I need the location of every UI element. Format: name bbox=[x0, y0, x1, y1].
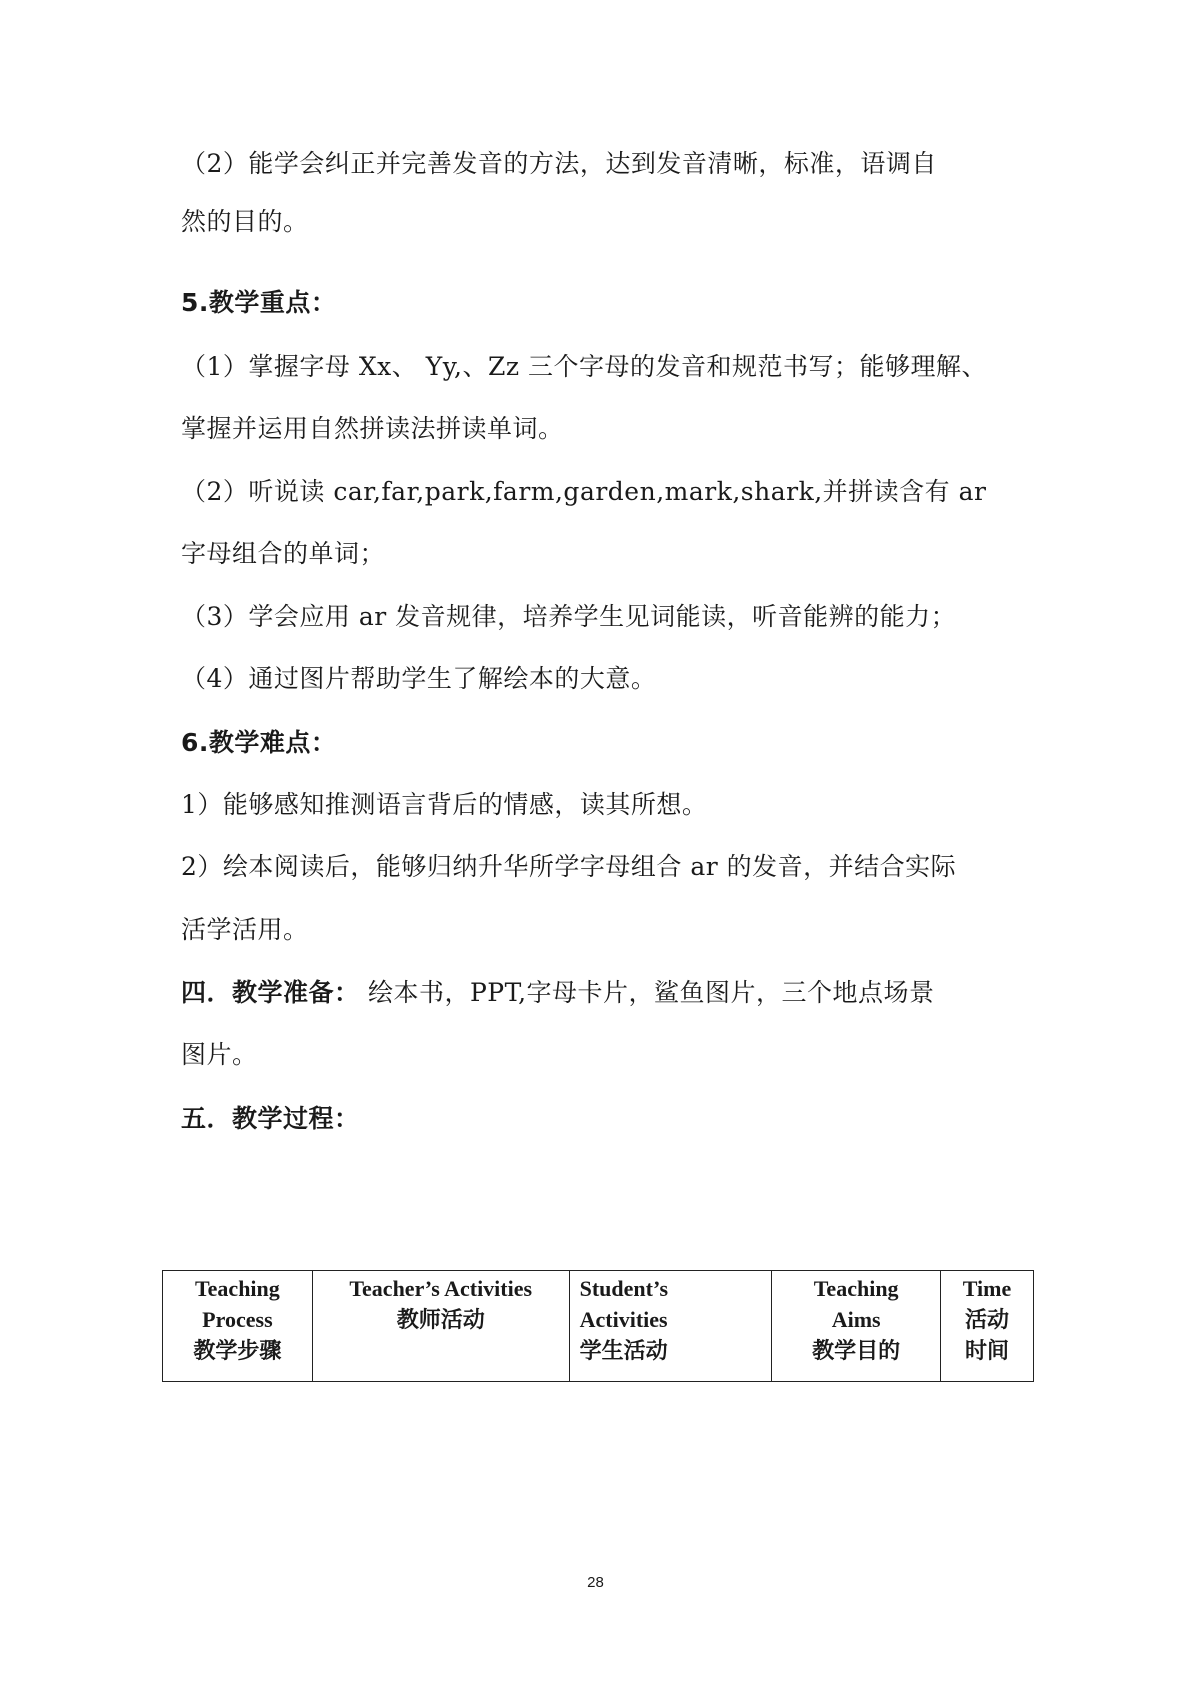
preparation-heading-label: 四．教学准备： bbox=[181, 978, 360, 1007]
paragraph-line: （4）通过图片帮助学生了解绘本的大意。 bbox=[181, 664, 657, 693]
table-header-cell: Teacher’s Activities 教师活动 bbox=[312, 1271, 569, 1382]
page-number: 28 bbox=[587, 1574, 604, 1591]
paragraph-line: 然的目的。 bbox=[181, 207, 309, 236]
paragraph-line: 1）能够感知推测语言背后的情感，读其所想。 bbox=[181, 790, 708, 819]
paragraph-line: 活学活用。 bbox=[181, 915, 309, 944]
paragraph-line: （2）能学会纠正并完善发音的方法，达到发音清晰，标准，语调自 bbox=[181, 149, 937, 178]
section-heading-process: 五．教学过程： bbox=[181, 1104, 360, 1133]
table-header-cell: Student’s Activities 学生活动 bbox=[569, 1271, 772, 1382]
table-header-row bbox=[163, 1271, 1034, 1382]
paragraph-line: 字母组合的单词； bbox=[181, 539, 386, 568]
paragraph-line: 2）绘本阅读后，能够归纳升华所学字母组合 ar 的发音，并结合实际 bbox=[181, 852, 957, 881]
paragraph-line: 掌握并运用自然拼读法拼读单词。 bbox=[181, 414, 564, 443]
table-header-cell: Time 活动 时间 bbox=[941, 1271, 1034, 1382]
paragraph-line: （1）掌握字母 Xx、 Yy,、Zz 三个字母的发音和规范书写；能够理解、 bbox=[181, 352, 987, 381]
paragraph-line: （2）听说读 car,far,park,farm,garden,mark,shark,并拼读含有 ar bbox=[181, 477, 987, 506]
section-heading-key-points: 5.教学重点： bbox=[181, 288, 337, 317]
teaching-process-table bbox=[162, 1270, 1034, 1382]
section-heading-difficulties: 6.教学难点： bbox=[181, 728, 337, 757]
table-header-cell: Teaching Aims 教学目的 bbox=[772, 1271, 941, 1382]
section-heading-preparation bbox=[181, 976, 1021, 1010]
table-header-cell: Teaching Process 教学步骤 bbox=[163, 1271, 313, 1382]
preparation-text: 绘本书，PPT,字母卡片，鲨鱼图片，三个地点场景 bbox=[359, 978, 935, 1007]
paragraph-line: 图片。 bbox=[181, 1040, 258, 1069]
paragraph-line: （3）学会应用 ar 发音规律，培养学生见词能读，听音能辨的能力； bbox=[181, 602, 957, 631]
